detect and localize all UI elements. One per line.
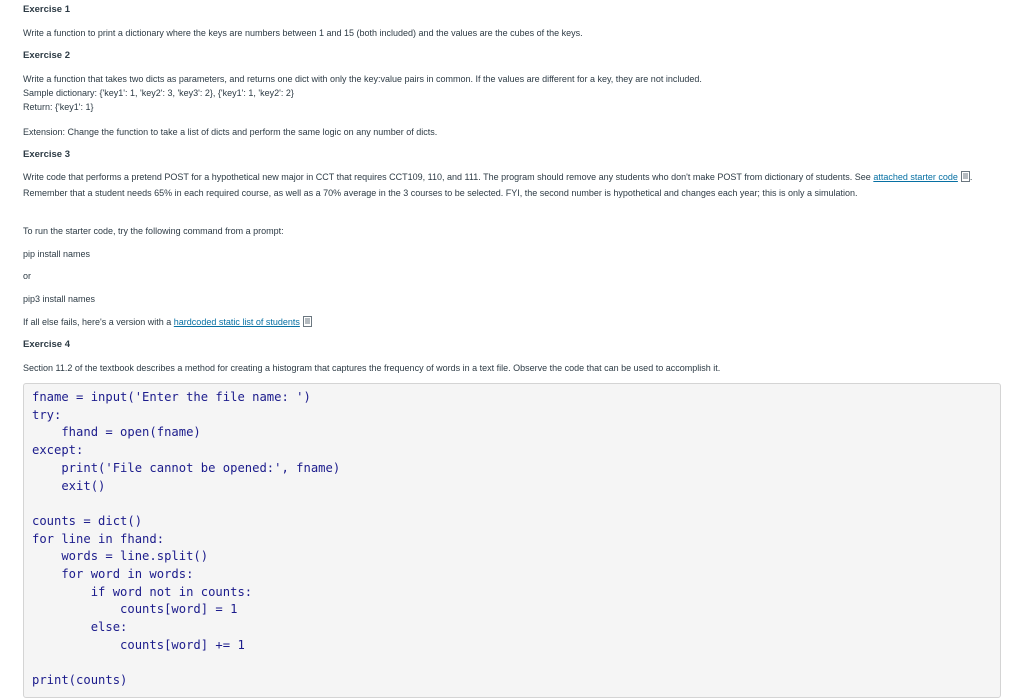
exercise-2-heading: Exercise 2 <box>23 50 71 61</box>
run-instructions: To run the starter code, try the following command from a prompt: <box>23 226 284 236</box>
exercise-3-text-start: Write code that performs a pretend POST for a hypothetical new major in CCT that requires CCT109, 110, and 111. The program should remove any students who don't make POST from dictionary of students. See <box>23 172 874 182</box>
exercise-1-text: Write a function to print a dictionary where the keys are numbers between 1 and 15 (both included) and the values are the cubes of the keys. <box>23 28 583 38</box>
static-students-link[interactable]: hardcoded static list of students <box>173 317 300 327</box>
exercise-3-heading: Exercise 3 <box>23 149 71 160</box>
command-pip3: pip3 install names <box>23 294 96 304</box>
command-pip: pip install names <box>23 249 91 259</box>
exercise-2-sample: Sample dictionary: {'key1': 1, 'key2': 3, 'key3': 2}, {'key1': 1, 'key2': 2} <box>23 88 294 98</box>
exercise-1-heading: Exercise 1 <box>23 4 71 15</box>
exercise-2-extension: Extension: Change the function to take a list of dicts and perform the same logic on any number of dicts. <box>23 127 438 137</box>
exercise-2-return: Return: {'key1': 1} <box>23 102 94 112</box>
starter-code-link[interactable]: attached starter code <box>873 172 958 182</box>
exercise-4-text: Section 11.2 of the textbook describes a method for creating a histogram that captures the frequency of words in a text file. Observe the code that can be used to accomplish it. <box>23 363 721 373</box>
exercise-3-text-end: . Remember that a student needs 65% in each required course, as well as a 70% average in the 3 courses to be selected. FYI, the second number is hypothetical and changes each year; this is only a simulation. <box>23 172 973 198</box>
code-block <box>23 383 1001 698</box>
exercise-2-text: Write a function that takes two dicts as parameters, and returns one dict with only the key:value pairs in common. If the values are different for a key, they are not included. <box>23 74 702 84</box>
exercise-4-heading: Exercise 4 <box>23 339 71 350</box>
exercise-3-text <box>23 169 1001 201</box>
document-preview-icon[interactable] <box>961 171 970 182</box>
code-text: fname = input('Enter the file name: ') try: fhand = open(fname) except: print('File cannot be opened:', fname) exit() counts = dict() for line in fhand: words = line.split() for word in words: if word not in counts: counts[word] = 1 else: counts[word] += 1 print(counts) <box>32 390 341 688</box>
or-text: or <box>23 271 32 281</box>
fallback-text-start: If all else fails, here's a version with a <box>23 317 174 327</box>
document-preview-icon[interactable] <box>303 316 312 327</box>
fallback-text <box>23 315 312 329</box>
